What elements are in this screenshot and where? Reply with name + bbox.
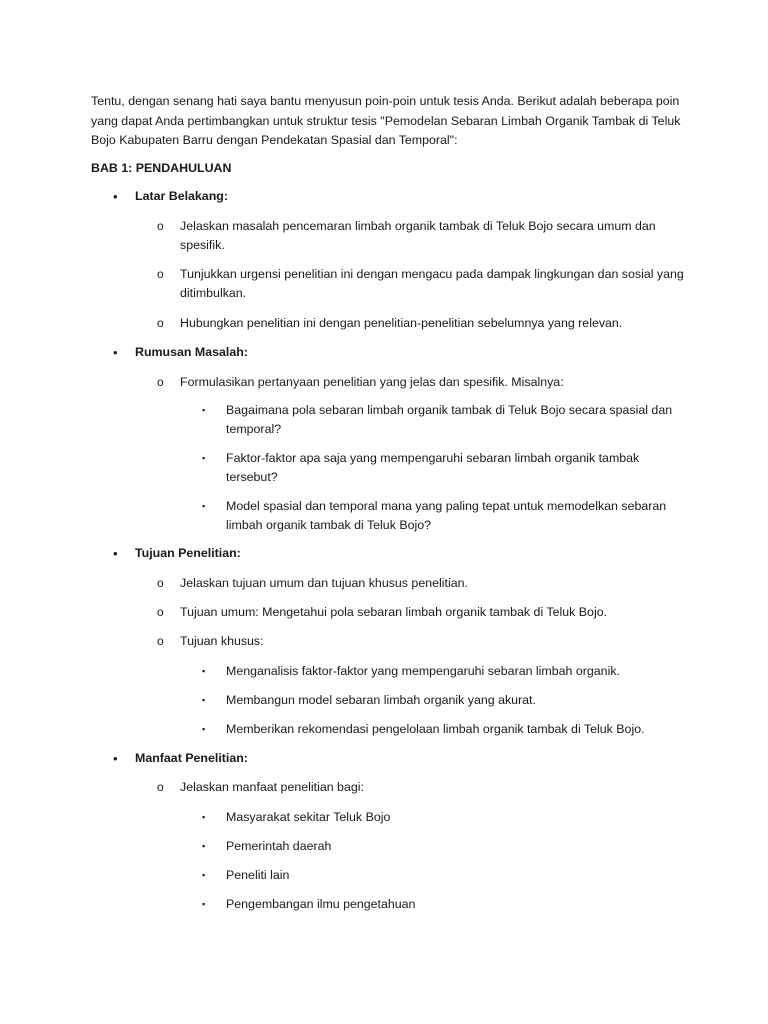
square-bullet-icon: ▪: [202, 453, 206, 463]
hollow-bullet-icon: o: [157, 219, 164, 233]
bullet-icon: •: [113, 345, 118, 360]
square-bullet-icon: ▪: [202, 812, 206, 822]
square-bullet-icon: ▪: [202, 695, 206, 705]
bullet-icon: •: [113, 751, 118, 766]
chapter-heading: BAB 1: PENDAHULUAN: [91, 161, 232, 175]
list-item: Tujuan khusus:: [180, 634, 264, 648]
section-title-rumusan-masalah: Rumusan Masalah:: [135, 345, 248, 359]
hollow-bullet-icon: o: [157, 576, 164, 590]
hollow-bullet-icon: o: [157, 605, 164, 619]
hollow-bullet-icon: o: [157, 634, 164, 648]
hollow-bullet-icon: o: [157, 780, 164, 794]
list-item: Jelaskan tujuan umum dan tujuan khusus penelitian.: [180, 576, 468, 590]
square-bullet-icon: ▪: [202, 899, 206, 909]
square-bullet-icon: ▪: [202, 870, 206, 880]
sub-list-item: Membangun model sebaran limbah organik yang akurat.: [226, 693, 536, 707]
list-item: Tujuan umum: Mengetahui pola sebaran limbah organik tambak di Teluk Bojo.: [180, 605, 608, 619]
intro-paragraph: Tentu, dengan senang hati saya bantu menyusun poin-poin untuk tesis Anda. Berikut adalah beberapa poin yang dapat Anda pertimbangkan untuk struktur tesis "Pemodelan Sebaran Limbah Organik Tambak di Teluk Bojo Kabupaten Barru dengan Pendekatan Spasial dan Temporal":: [91, 94, 681, 147]
square-bullet-icon: ▪: [202, 841, 206, 851]
section-title-latar-belakang: Latar Belakang:: [135, 189, 228, 203]
section-title-tujuan-penelitian: Tujuan Penelitian:: [135, 546, 241, 560]
square-bullet-icon: ▪: [202, 666, 206, 676]
list-item: Formulasikan pertanyaan penelitian yang jelas dan spesifik. Misalnya:: [180, 375, 564, 389]
list-item: Hubungkan penelitian ini dengan penelitian-penelitian sebelumnya yang relevan.: [180, 316, 623, 330]
sub-list-item: Pemerintah daerah: [226, 839, 332, 853]
sub-list-item: Pengembangan ilmu pengetahuan: [226, 897, 416, 911]
square-bullet-icon: ▪: [202, 405, 206, 415]
sub-list-item: Memberikan rekomendasi pengelolaan limbah organik tambak di Teluk Bojo.: [226, 722, 645, 736]
hollow-bullet-icon: o: [157, 375, 164, 389]
list-item: Tunjukkan urgensi penelitian ini dengan mengacu pada dampak lingkungan dan sosial yang ditimbulkan.: [180, 267, 684, 300]
sub-list-item: Menganalisis faktor-faktor yang mempengaruhi sebaran limbah organik.: [226, 664, 620, 678]
hollow-bullet-icon: o: [157, 316, 164, 330]
sub-list-item: Model spasial dan temporal mana yang paling tepat untuk memodelkan sebaran limbah organik tambak di Teluk Bojo?: [226, 499, 667, 532]
sub-list-item: Faktor-faktor apa saja yang mempengaruhi sebaran limbah organik tambak tersebut?: [226, 451, 640, 484]
list-item: Jelaskan manfaat penelitian bagi:: [180, 780, 364, 794]
hollow-bullet-icon: o: [157, 267, 164, 281]
section-title-manfaat-penelitian: Manfaat Penelitian:: [135, 751, 248, 765]
sub-list-item: Bagaimana pola sebaran limbah organik tambak di Teluk Bojo secara spasial dan temporal?: [226, 403, 673, 436]
square-bullet-icon: ▪: [202, 501, 206, 511]
sub-list-item: Masyarakat sekitar Teluk Bojo: [226, 810, 391, 824]
square-bullet-icon: ▪: [202, 724, 206, 734]
sub-list-item: Peneliti lain: [226, 868, 290, 882]
list-item: Jelaskan masalah pencemaran limbah organik tambak di Teluk Bojo secara umum dan spesifik.: [180, 219, 656, 252]
bullet-icon: •: [113, 546, 118, 561]
bullet-icon: •: [113, 189, 118, 204]
